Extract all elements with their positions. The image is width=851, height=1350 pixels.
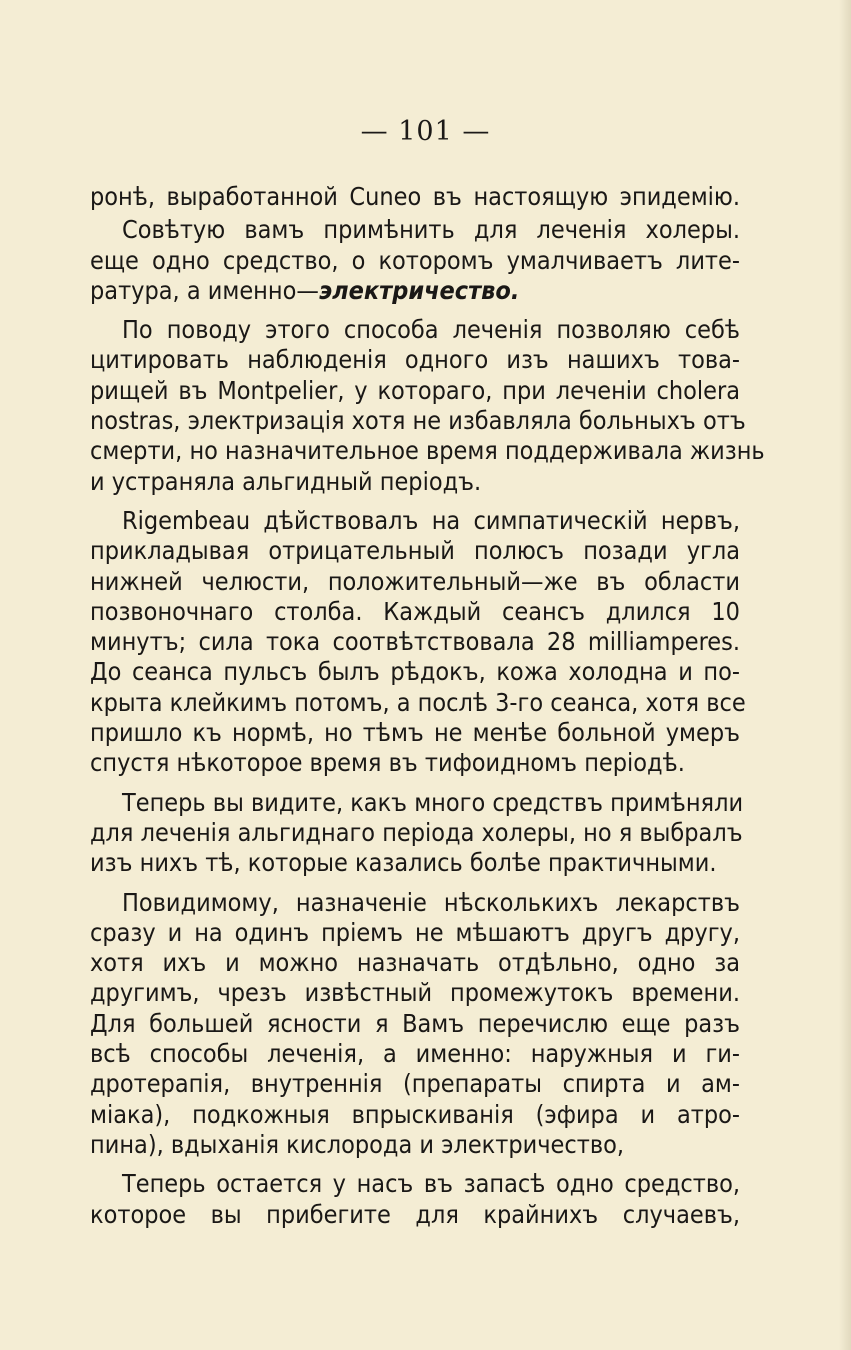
text-line: До сеанса пульсъ былъ рѣдокъ, кожа холодна и по- [90,657,740,687]
page-edge-shadow [839,0,851,1350]
text-line: пина), вдыханія кислорода и электричество, [90,1129,625,1159]
paragraph-start-line: По поводу этого способа леченія позволяю себѣ [122,315,740,345]
text-line: изъ нихъ тѣ, которые казались болѣе практичными. [90,848,717,878]
text-line: другимъ, чрезъ извѣстный промежутокъ времени. [90,978,740,1008]
text-line: ронѣ, выработанной Cuneo въ настоящую эпидемію. [90,182,740,211]
emphasized-term: электричество. [318,275,520,305]
text-line: пришло къ нормѣ, но тѣмъ не менѣе больной умеръ [90,718,740,748]
text-line: спустя нѣкоторое время въ тифоидномъ періодѣ. [90,748,685,778]
page-number: — 101 — [360,116,491,147]
text-line: міака), подкожныя впрыскиванія (эфира и атро- [90,1099,740,1129]
text-line: всѣ способы леченія, а именно: наружныя и ги- [90,1039,740,1069]
text-line: дротерапія, внутреннія (препараты спирта и ам- [90,1069,740,1099]
text-line: еще одно средство, о которомъ умалчиваетъ лите- [90,245,740,275]
text-line: Для большей ясности я Вамъ перечислю еще разъ [90,1008,740,1038]
text-line: смерти, но назначительное время поддерживала жизнь [90,436,765,466]
text-line: крыта клейкимъ потомъ, а послѣ 3-го сеанса, хотя все [90,687,746,717]
text-line: нижней челюсти, положительный—же въ области [90,566,740,596]
text-line: позвоночнаго столба. Каждый сеансъ длился 10 [90,596,740,626]
text-line: для леченія альгиднаго періода холеры, но я выбралъ [90,817,743,847]
paragraph-start-line: Rigembeau дѣйствовалъ на симпатическій нервъ, [122,505,740,535]
text-line: прикладывая отрицательный полюсъ позади угла [90,536,740,566]
paragraph-start-line: Совѣтую вамъ примѣнить для леченія холеры. [122,215,740,245]
text-line: и устраняла альгидный періодъ. [90,466,482,496]
text-line: хотя ихъ и можно назначать отдѣльно, одно за [90,948,740,978]
text-fragment: ратура, а именно— [90,275,319,305]
body-text [90,182,765,1230]
text-line: рищей въ Montpelier, у котораго, при леченіи cholera [90,375,740,405]
text-line: цитировать наблюденія одного изъ нашихъ това- [90,345,740,375]
paragraph-start-line: Теперь остается у насъ въ запасѣ одно средство, [122,1169,740,1199]
text-line: сразу и на одинъ пріемъ не мѣшаютъ другъ другу, [90,917,740,947]
text-line [90,276,740,306]
text-line: nostras, электризація хотя не избавляла больныхъ отъ [90,406,746,436]
paragraph-start-line: Теперь вы видите, какъ много средствъ примѣняли [122,787,744,817]
text-line: минутъ; сила тока соотвѣтствовала 28 milliamperes. [90,627,740,657]
paragraph-start-line: Повидимому, назначеніе нѣсколькихъ лекарствъ [122,887,740,917]
text-line: которое вы прибегите для крайнихъ случаевъ, [90,1199,740,1229]
